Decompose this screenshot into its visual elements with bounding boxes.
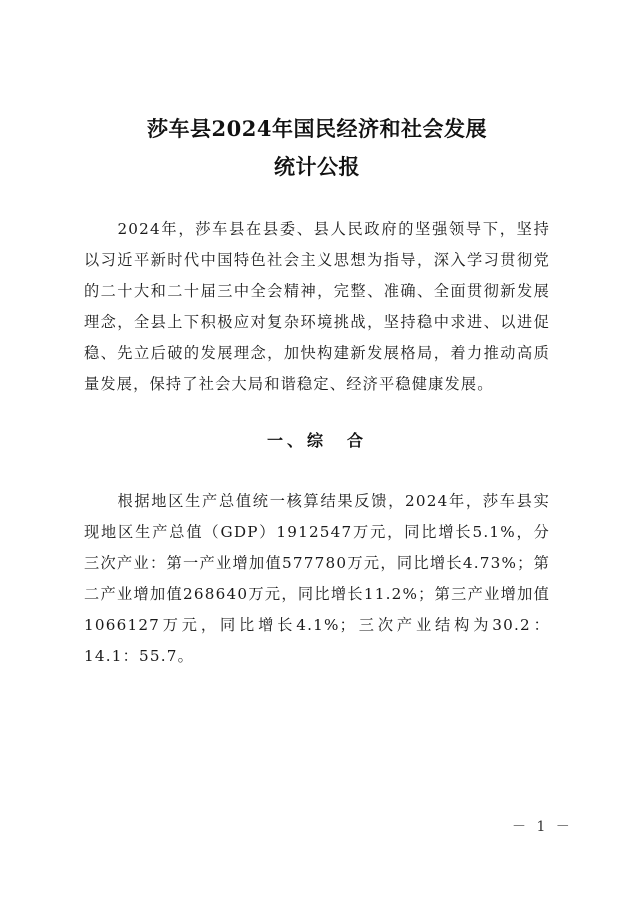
intro-paragraph: 2024年，莎车县在县委、县人民政府的坚强领导下，坚持以习近平新时代中国特色社会主义思想为指导，深入学习贯彻党的二十大和二十届三中全会精神，完整、准确、全面贯彻新发展理念，全县上下积极应对复杂环境挑战，坚持稳中求进、以进促稳、先立后破的发展理念，加快构建新发展格局，着力推动高质量发展，保持了社会大局和谐稳定、经济平稳健康发展。 [84, 220, 550, 393]
page-number: － 1 － [512, 819, 573, 835]
document-title-line-1: 莎车县2024年国民经济和社会发展 [147, 116, 487, 141]
document-title-line-2: 统计公报 [274, 154, 360, 179]
section-heading-overview: 一、综 合 [266, 431, 367, 450]
gdp-paragraph: 根据地区生产总值统一核算结果反馈，2024年，莎车县实现地区生产总值（GDP）1912547万元，同比增长5.1%，分三次产业：第一产业增加值577780万元，同比增长4.73%；第二产业增加值268640万元，同比增长11.2%；第三产业增加值1066127万元，同比增长4.1%；三次产业结构为30.2：14.1：55.7。 [84, 492, 550, 665]
